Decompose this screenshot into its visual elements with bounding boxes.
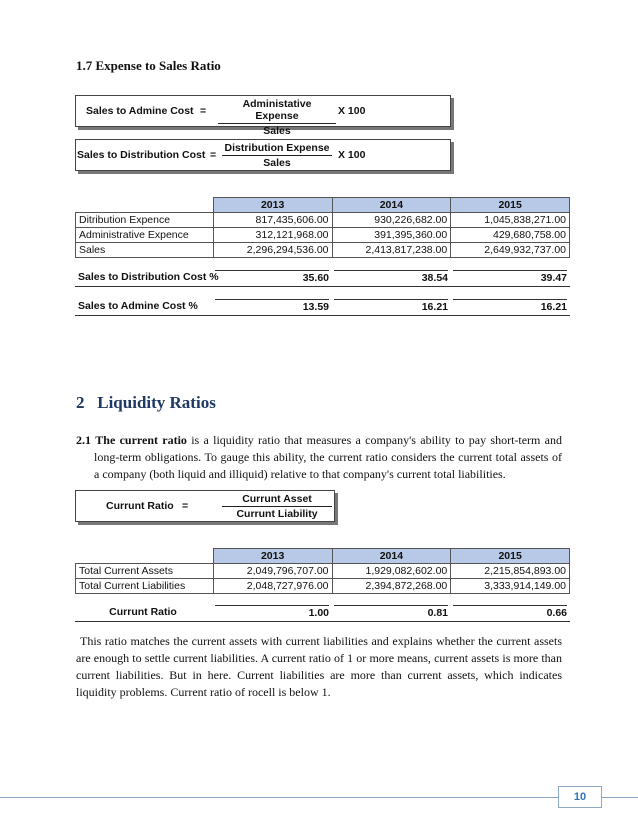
result-current-2013: 1.00 [215,605,329,620]
table-row [76,564,570,579]
formula-admin-label: Sales to Admine Cost [86,105,194,117]
expense-year-2015: 2015 [451,198,570,213]
cell-value: 930,226,682.00 [332,213,451,228]
cell-value: 2,296,294,536.00 [213,243,332,258]
formula-admin-equals: = [200,105,207,117]
cell-value: 2,048,727,976.00 [213,579,332,594]
row-label: Sales [76,243,214,258]
result-current-2015: 0.66 [453,605,567,620]
cell-value: 312,121,968.00 [213,228,332,243]
current-ratio-explanation [76,633,562,701]
current-table-corner [76,549,214,564]
cell-value: 2,394,872,268.00 [332,579,451,594]
result-distribution-2014: 38.54 [334,270,448,285]
formula-current-fraction [222,493,332,520]
page-number: 10 [558,786,602,808]
row-label: Administrative Expence [76,228,214,243]
row-label: Total Current Assets [76,564,214,579]
formula-current-denominator: Currunt Liability [236,508,318,520]
result-admin-2015: 16.21 [453,299,567,314]
current-ratio-definition [76,432,562,483]
expense-table [75,197,570,258]
formula-distribution-numerator: Distribution Expense [222,142,332,156]
formula-current-label: Currunt Ratio [106,500,174,512]
cell-value: 817,435,606.00 [213,213,332,228]
expense-table-header [76,198,570,213]
section-2-title: 2 Liquidity Ratios [76,393,216,412]
cell-value: 2,413,817,238.00 [332,243,451,258]
current-ratio-table [75,548,570,594]
formula-distribution-fraction [222,142,332,169]
current-year-2015: 2015 [451,549,570,564]
result-admin-row [75,299,570,316]
result-distribution-row [75,270,570,287]
expense-table-corner [76,198,214,213]
current-table-header [76,549,570,564]
cell-value: 2,649,932,737.00 [451,243,570,258]
section-1-7-title: 1.7 Expense to Sales Ratio [76,58,221,73]
formula-box-current-ratio [75,490,335,522]
formula-distribution-denominator: Sales [263,157,291,169]
formula-current-numerator: Currunt Asset [222,493,332,507]
result-current-2014: 0.81 [334,605,448,620]
result-admin-2013: 13.59 [215,299,329,314]
formula-box-distribution [75,139,451,171]
result-admin-2014: 16.21 [334,299,448,314]
table-row [76,579,570,594]
formula-current-equals: = [182,500,189,512]
cell-value: 1,929,082,602.00 [332,564,451,579]
result-admin-label: Sales to Admine Cost % [78,300,198,312]
formula-distribution-equals: = [210,149,217,161]
formula-admin-numerator: Administative Expense [218,98,336,124]
cell-value: 1,045,838,271.00 [451,213,570,228]
result-distribution-label: Sales to Distribution Cost % [78,271,219,283]
row-label: Ditribution Expence [76,213,214,228]
result-current-row [75,605,570,622]
current-year-2013: 2013 [213,549,332,564]
cell-value: 2,215,854,893.00 [451,564,570,579]
result-distribution-2013: 35.60 [215,270,329,285]
formula-admin-multiplier: X 100 [338,105,366,117]
formula-distribution-label: Sales to Distribution Cost [77,149,206,161]
row-label: Total Current Liabilities [76,579,214,594]
expense-year-2013: 2013 [213,198,332,213]
result-current-label: Currunt Ratio [109,606,177,618]
section-2-1-intro [76,432,562,483]
footer-rule [0,797,638,798]
current-ratio-term: The current ratio [95,433,187,447]
explanation-paragraph: This ratio matches the current assets with current liabilities and explains whether the current assets are enough to settle current liabilities. A current ratio of 1 or more means, current assets is more than current liabilities. But in here. Current liabilities are more than current assets, which indicates liquidity problems. Current ratio of rocell is below 1. [76,634,562,699]
cell-value: 3,333,914,149.00 [451,579,570,594]
formula-admin-fraction [218,98,336,137]
cell-value: 2,049,796,707.00 [213,564,332,579]
table-row [76,213,570,228]
formula-box-admin [75,95,451,137]
cell-value: 429,680,758.00 [451,228,570,243]
current-ratio-text: is a liquidity ratio that measures a company's ability to pay short-term and long-term obligations. To gauge this ability, the current ratio considers the current total assets of a company (both liquid and illiquid) relative to that company's current total liabilities. [94,433,562,481]
current-year-2014: 2014 [332,549,451,564]
result-distribution-2015: 39.47 [453,270,567,285]
expense-year-2014: 2014 [332,198,451,213]
section-2-1-number: 2.1 [76,433,91,447]
cell-value: 391,395,360.00 [332,228,451,243]
formula-admin-denominator: Sales [263,125,291,137]
table-row [76,228,570,243]
formula-distribution-multiplier: X 100 [338,149,366,161]
table-row [76,243,570,258]
